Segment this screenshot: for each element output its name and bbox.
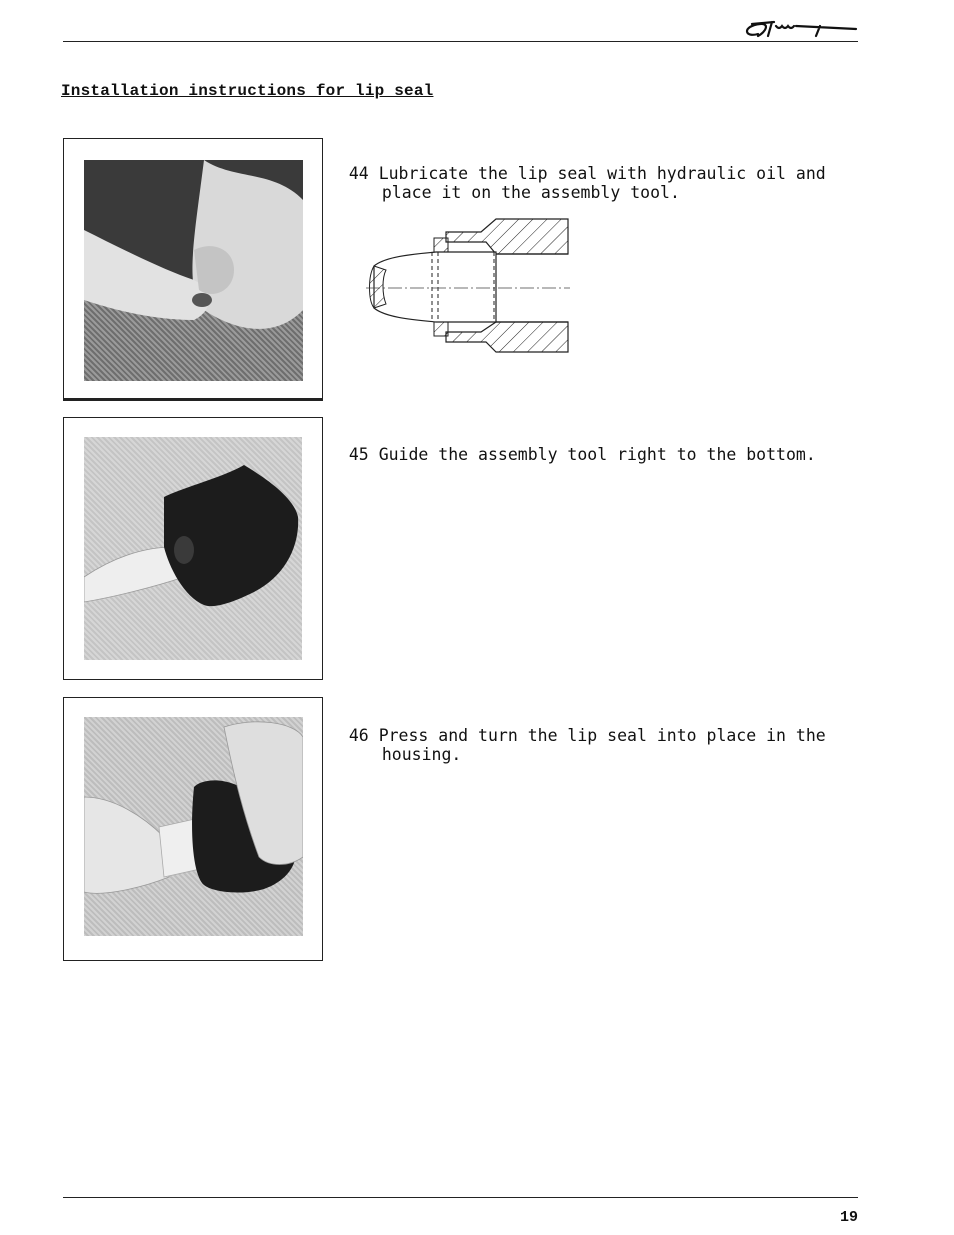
step-44-cont xyxy=(362,164,680,202)
photo-press-turn xyxy=(84,717,303,936)
photo-guide-tool xyxy=(84,437,302,660)
step-45-line1: Guide the assembly tool right to the bottom. xyxy=(378,445,816,464)
divider-44-45 xyxy=(63,399,323,401)
top-rule xyxy=(63,41,858,42)
step-45 xyxy=(329,426,816,464)
step-44-line2: place it on the assembly tool. xyxy=(381,183,680,202)
photo-frame-44 xyxy=(63,138,323,399)
step-44-number: 44 xyxy=(348,164,369,183)
photo-frame-45 xyxy=(63,417,323,680)
step-46-cont xyxy=(362,726,461,764)
photo-frame-46 xyxy=(63,697,323,961)
section-heading: Installation instructions for lip seal xyxy=(61,82,434,100)
logo-signature-icon xyxy=(740,12,860,42)
step-46-line1: Press and turn the lip seal into place in the xyxy=(378,726,826,745)
bottom-rule xyxy=(63,1197,858,1198)
step-46-line2: housing. xyxy=(381,745,462,764)
step-45-number: 45 xyxy=(348,445,369,464)
step-46-number: 46 xyxy=(348,726,369,745)
page-number: 19 xyxy=(839,1209,858,1226)
step-44-line1: Lubricate the lip seal with hydraulic oil and xyxy=(378,164,826,183)
lip-seal-assembly-diagram xyxy=(366,216,572,358)
photo-lubricate-seal xyxy=(84,160,303,381)
